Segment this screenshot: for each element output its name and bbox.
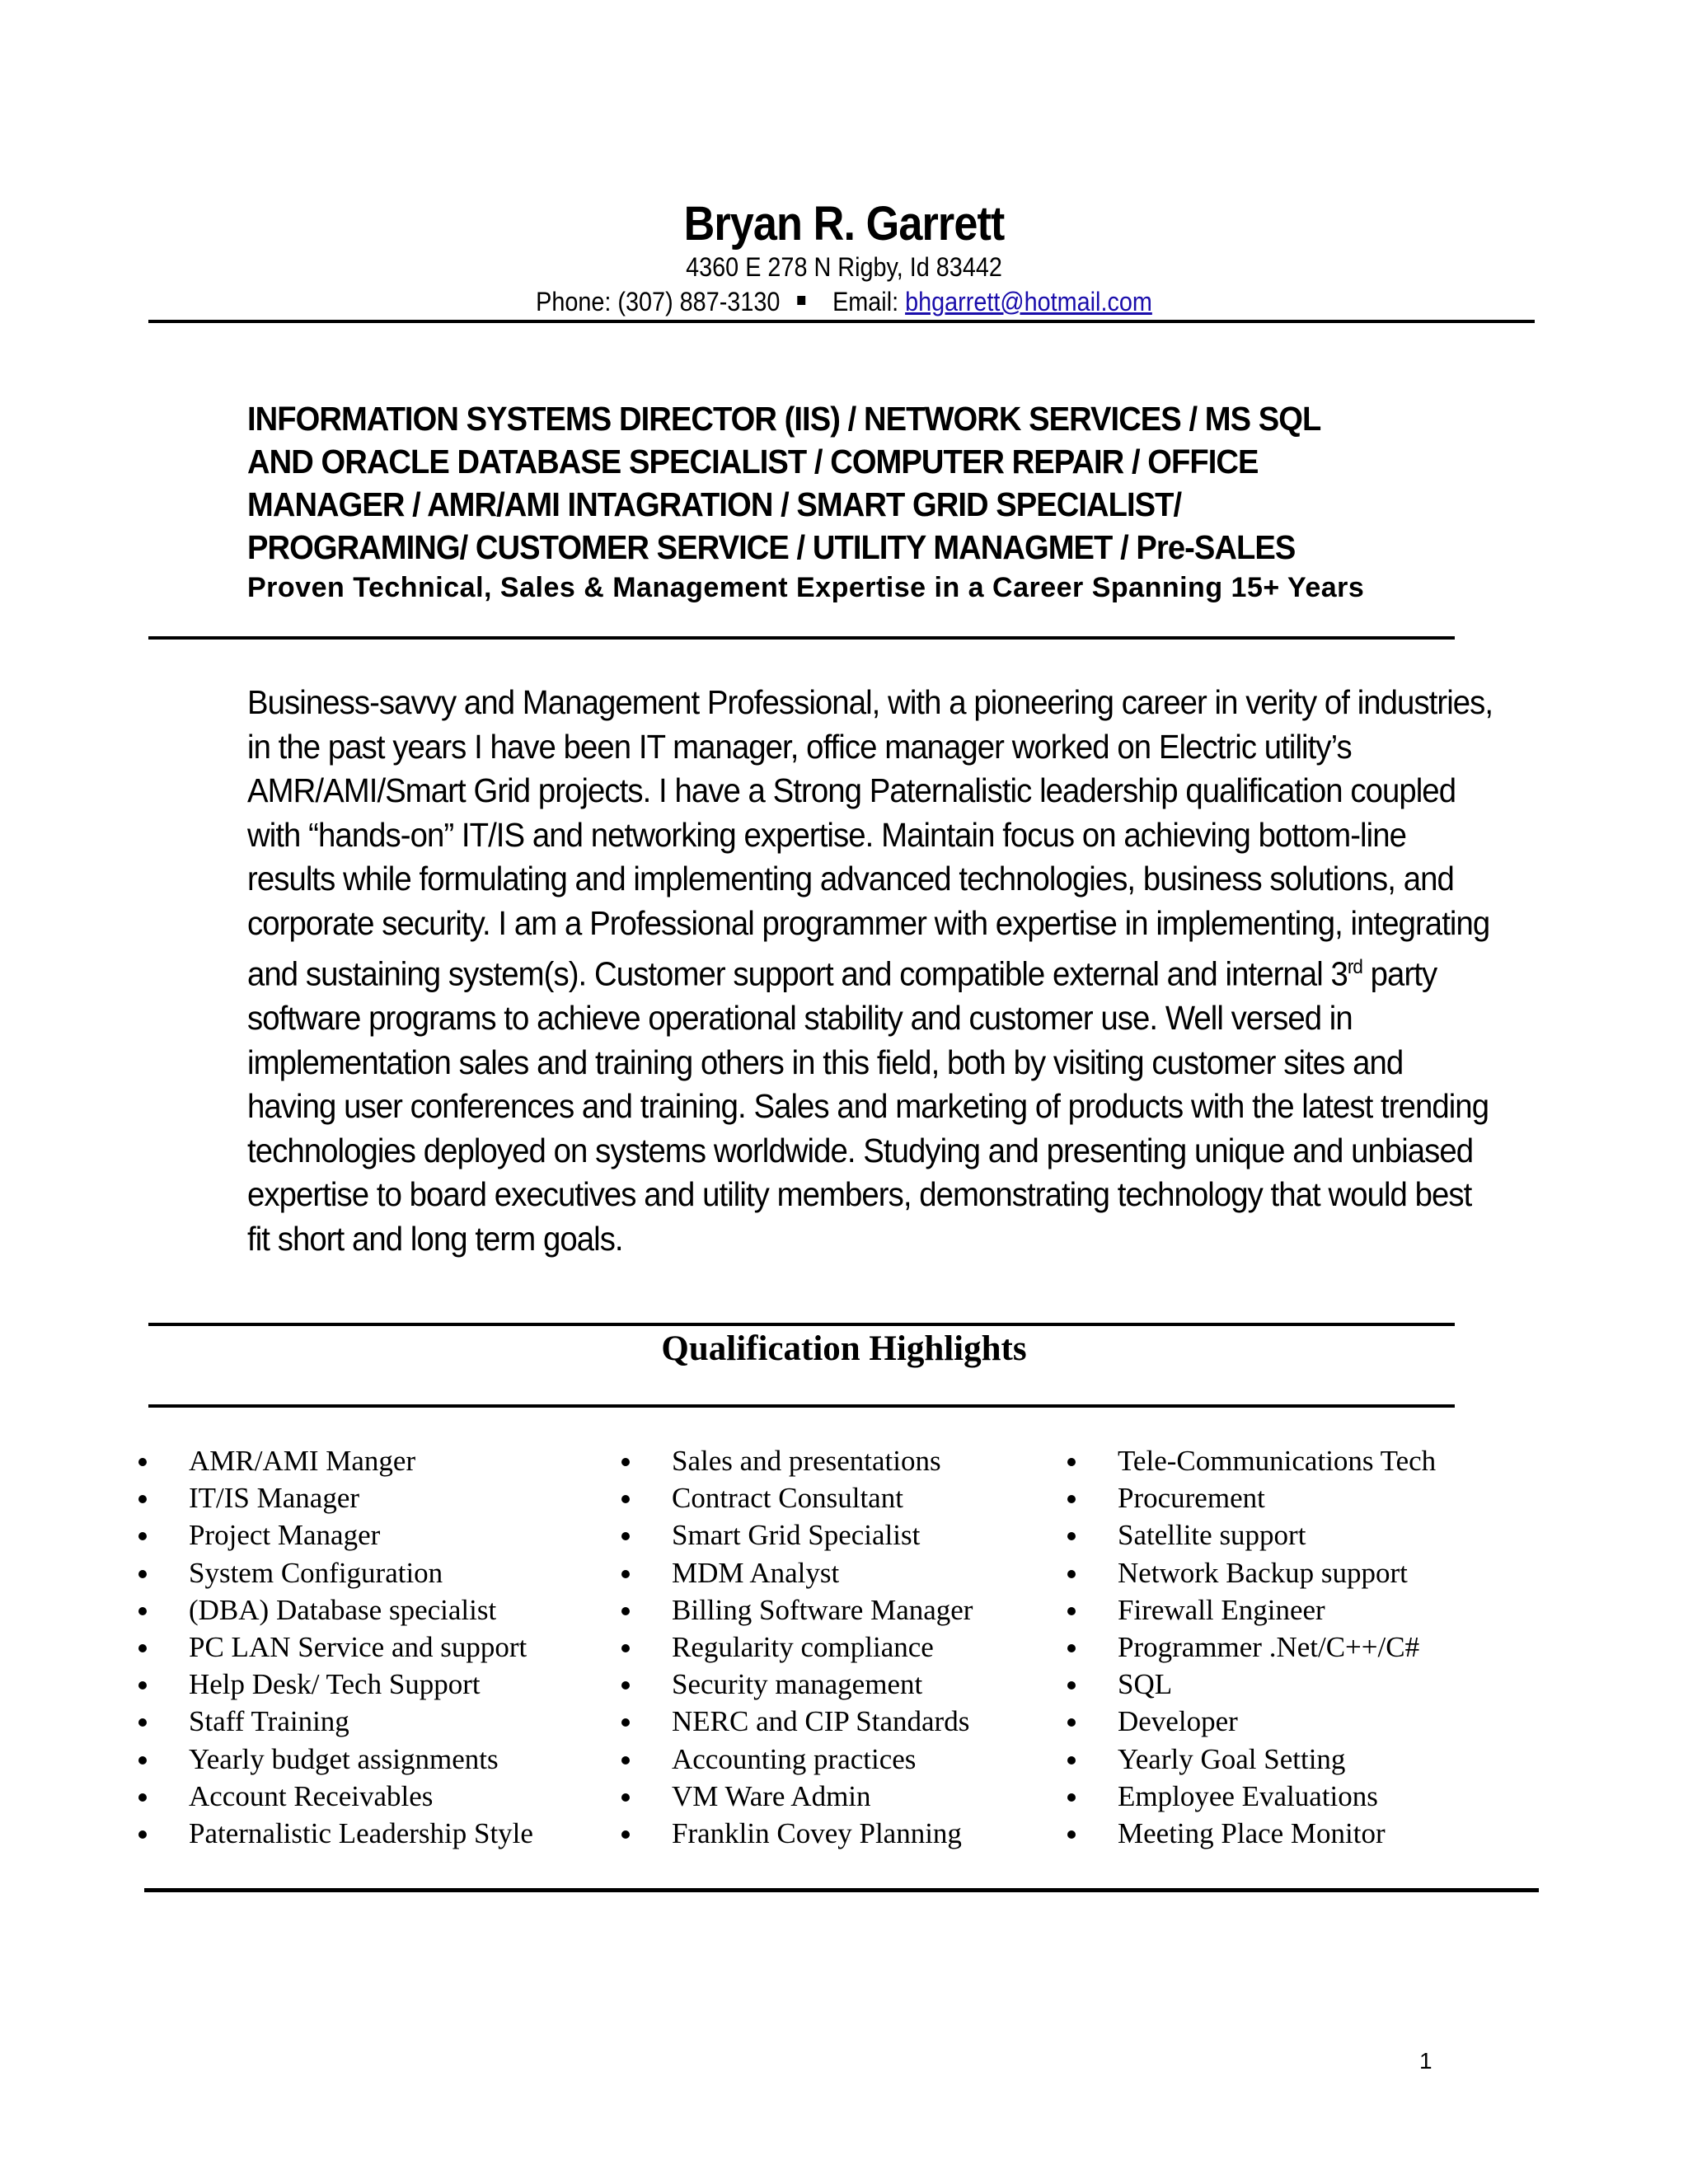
- summary-text: party software programs to achieve operational stability and customer use. Well versed in implementation sales and training others in this field, both by visiting customer sites and having user conferences and training. Sales and marketing of products with the latest trending technologies deployed on systems worldwide. Studying and presenting unique and unbiased expertise to board executives and utility members, demonstrating technology that would best fit short and long term goals.: [247, 954, 1489, 1258]
- bullet-icon: [138, 1756, 147, 1765]
- list-item: Satellite support: [1066, 1516, 1436, 1554]
- email-label: Email:: [832, 287, 899, 316]
- candidate-name: Bryan R. Garrett: [683, 197, 1005, 251]
- list-item: Procurement: [1066, 1479, 1436, 1516]
- bullet-icon: [1067, 1718, 1076, 1727]
- phone-label: Phone:: [536, 287, 612, 316]
- headline-line: MANAGER / AMR/AMI INTAGRATION / SMART GRID SPECIALIST/: [247, 485, 1182, 523]
- list-item: Paternalistic Leadership Style: [137, 1815, 533, 1852]
- list-item: AMR/AMI Manger: [137, 1442, 533, 1479]
- summary-superscript: rd: [1347, 956, 1362, 978]
- list-item: Contract Consultant: [620, 1479, 973, 1516]
- list-item: MDM Analyst: [620, 1554, 973, 1591]
- bullet-icon: [1067, 1570, 1076, 1578]
- section-title: Qualification Highlights: [661, 1329, 1027, 1368]
- list-item: Developer: [1066, 1703, 1436, 1740]
- headline-line: INFORMATION SYSTEMS DIRECTOR (IIS) / NETWORK SERVICES / MS SQL: [247, 400, 1321, 438]
- bullet-icon: [1067, 1495, 1076, 1503]
- bullet-icon: [138, 1570, 147, 1578]
- list-item: System Configuration: [137, 1554, 533, 1591]
- bullet-icon: [138, 1718, 147, 1727]
- qualifications-column-2: [620, 1442, 973, 1852]
- list-item: Meeting Place Monitor: [1066, 1815, 1436, 1852]
- bullet-icon: [621, 1830, 630, 1839]
- list-item: Account Receivables: [137, 1778, 533, 1815]
- bullet-icon: [621, 1495, 630, 1503]
- list-item: Firewall Engineer: [1066, 1591, 1436, 1629]
- list-item: Sales and presentations: [620, 1442, 973, 1479]
- list-item: Programmer .Net/C++/C#: [1066, 1629, 1436, 1666]
- headline-subtitle: Proven Technical, Sales & Management Expertise in a Career Spanning 15+ Years: [247, 572, 1365, 603]
- bullet-icon: [1067, 1681, 1076, 1690]
- email-link[interactable]: bhgarrett@hotmail.com: [905, 287, 1152, 316]
- qualifications-column-1: [137, 1442, 533, 1852]
- list-item: Billing Software Manager: [620, 1591, 973, 1629]
- headline-titles: [247, 397, 1443, 569]
- bullet-icon: [138, 1495, 147, 1503]
- list-item: Staff Training: [137, 1703, 533, 1740]
- bullet-icon: [1067, 1756, 1076, 1765]
- address-line: 4360 E 278 N Rigby, Id 83442: [686, 252, 1002, 282]
- list-item: SQL: [1066, 1666, 1436, 1703]
- list-item: Regularity compliance: [620, 1629, 973, 1666]
- list-item: Accounting practices: [620, 1741, 973, 1778]
- list-item: PC LAN Service and support: [137, 1629, 533, 1666]
- list-item: IT/IS Manager: [137, 1479, 533, 1516]
- list-item: Help Desk/ Tech Support: [137, 1666, 533, 1703]
- list-item: Network Backup support: [1066, 1554, 1436, 1591]
- divider-header: [148, 320, 1535, 323]
- divider-summary: [148, 1323, 1455, 1326]
- divider-footer: [144, 1888, 1539, 1892]
- list-item: Yearly Goal Setting: [1066, 1741, 1436, 1778]
- bullet-icon: [138, 1681, 147, 1690]
- bullet-icon: [1067, 1793, 1076, 1802]
- headline-line: AND ORACLE DATABASE SPECIALIST / COMPUTER REPAIR / OFFICE: [247, 443, 1259, 480]
- bullet-icon: [621, 1570, 630, 1578]
- bullet-icon: [621, 1607, 630, 1615]
- list-item: NERC and CIP Standards: [620, 1703, 973, 1740]
- list-item: VM Ware Admin: [620, 1778, 973, 1815]
- bullet-icon: [621, 1718, 630, 1727]
- bullet-icon: [621, 1793, 630, 1802]
- bullet-icon: [138, 1830, 147, 1839]
- list-item: Project Manager: [137, 1516, 533, 1554]
- qualifications-column-3: [1066, 1442, 1436, 1852]
- bullet-icon: [621, 1756, 630, 1765]
- phone-number: (307) 887-3130: [617, 287, 781, 316]
- list-item: Tele-Communications Tech: [1066, 1442, 1436, 1479]
- contact-line: [84, 287, 1603, 317]
- bullet-icon: [138, 1644, 147, 1652]
- divider-section: [148, 1404, 1455, 1408]
- bullet-icon: [138, 1607, 147, 1615]
- headline-line: PROGRAMING/ CUSTOMER SERVICE / UTILITY MANAGMET / Pre-SALES: [247, 528, 1296, 566]
- bullet-icon: [621, 1458, 630, 1466]
- list-item: Smart Grid Specialist: [620, 1516, 973, 1554]
- list-item: (DBA) Database specialist: [137, 1591, 533, 1629]
- bullet-icon: [621, 1681, 630, 1690]
- bullet-icon: [1067, 1644, 1076, 1652]
- bullet-icon: [1067, 1532, 1076, 1540]
- bullet-icon: [138, 1458, 147, 1466]
- list-item: Employee Evaluations: [1066, 1778, 1436, 1815]
- list-item: Yearly budget assignments: [137, 1741, 533, 1778]
- bullet-icon: [1067, 1830, 1076, 1839]
- summary-text: Business-savvy and Management Professional, with a pioneering career in verity of industries, in the past years I have been IT manager, office manager worked on Electric utility’s AMR/AMI/Smart Grid projects. I have a Strong Paternalistic leadership qualification coupled with “hands-on” IT/IS and networking expertise. Maintain focus on achieving bottom-line results while formulating and implementing advanced technologies, business solutions, and corporate security. I am a Professional programmer with expertise in implementing, integrating and sustaining system(s). Customer support and compatible external and internal 3: [247, 683, 1493, 993]
- list-item: Franklin Covey Planning: [620, 1815, 973, 1852]
- bullet-icon: [621, 1644, 630, 1652]
- bullet-icon: [138, 1793, 147, 1802]
- bullet-icon: [138, 1532, 147, 1540]
- professional-summary: [247, 681, 1496, 1261]
- square-bullet-icon: [797, 296, 805, 305]
- list-item: Security management: [620, 1666, 973, 1703]
- bullet-icon: [1067, 1458, 1076, 1466]
- divider-headline: [148, 636, 1455, 640]
- page-number: 1: [1419, 2048, 1432, 2074]
- bullet-icon: [1067, 1607, 1076, 1615]
- bullet-icon: [621, 1532, 630, 1540]
